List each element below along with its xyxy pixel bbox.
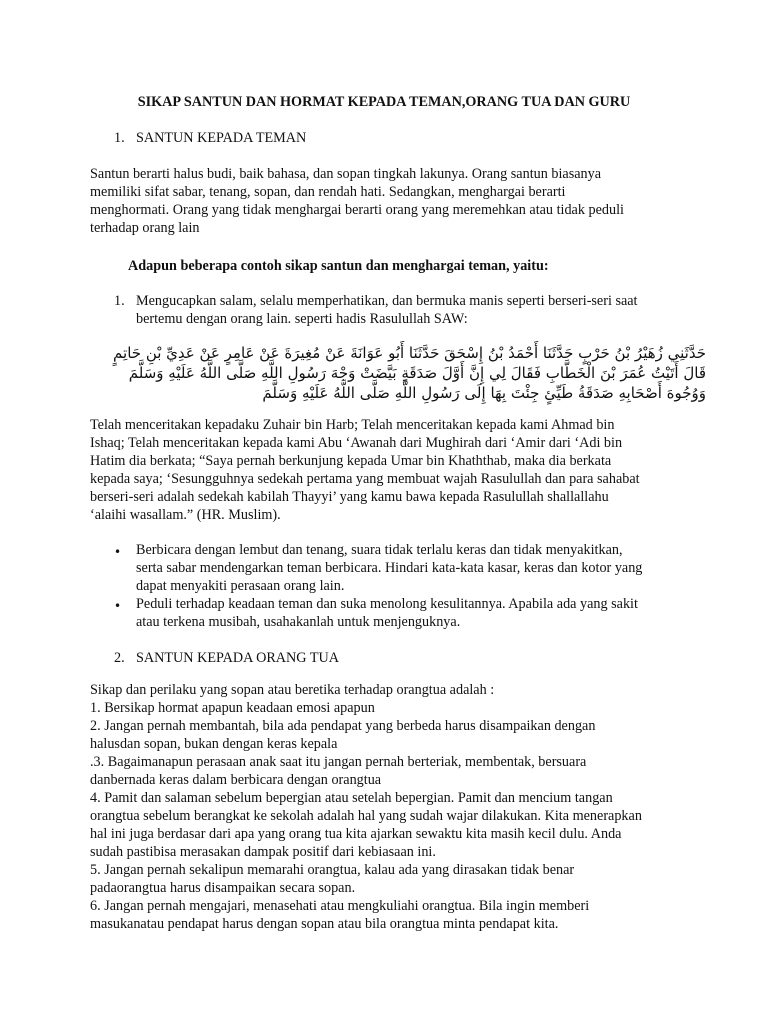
examples-heading: Adapun beberapa contoh sikap santun dan menghargai teman, yaitu: [128, 258, 549, 274]
intro-line: Santun berarti halus budi, baik bahasa, dan sopan tingkah lakunya. Orang santun biasanya [90, 166, 602, 182]
section2-heading: SANTUN KEPADA ORANG TUA [136, 650, 339, 666]
bullet-item [136, 595, 686, 631]
item1-number: 1. [114, 293, 125, 309]
bullet-line: atau terkena musibah, usahakanlah untuk menjenguknya. [136, 614, 461, 630]
item1-line: Mengucapkan salam, selalu memperhatikan, dan bermuka manis seperti berseri-seri saat [136, 293, 638, 309]
section2-line: 2. Jangan pernah membantah, bila ada pendapat yang berbeda harus disampaikan dengan [90, 718, 596, 734]
bullet-item [136, 541, 686, 595]
section2-line: masukanatau pendapat harus dengan sopan atau bila orangtua minta pendapat kita. [90, 916, 559, 932]
intro-line: memiliki sifat sabar, tenang, sopan, dan rendah hati. Sedangkan, menghargai berarti [90, 184, 566, 200]
bullet-line: serta sabar mendengarkan teman berbicara. Hindari kata-kata kasar, keras dan kotor yang [136, 560, 643, 576]
translation-line: ‘alaihi wasallam.” (HR. Muslim). [90, 507, 281, 523]
section2-line: padaorangtua harus disampaikan secara sopan. [90, 880, 356, 896]
arabic-hadith [86, 343, 706, 403]
section2-line: hal ini juga berdasar dari apa yang orang tua kita ajarkan sewaktu kita masih kecil dulu. Anda [90, 826, 622, 842]
section1-heading: SANTUN KEPADA TEMAN [136, 130, 307, 146]
translation-line: Ishaq; Telah menceritakan kepada kami Abu ‘Awanah dari Mughirah dari ‘Amir dari ‘Adi bin [90, 435, 623, 451]
section2-line: halusdan sopan, bukan dengan keras kepala [90, 736, 338, 752]
section2-line: 1. Bersikap hormat apapun keadaan emosi apapun [90, 700, 375, 716]
bullet-line: dapat menyakiti perasaan orang lain. [136, 578, 345, 594]
arabic-line: قَالَ أَتَيْتُ عُمَرَ بْنَ الْخَطَّابِ فَقَالَ لِي إِنَّ أَوَّلَ صَدَقَةٍ بَيَّضَتْ وَجْهَ رَسُولِ اللَّهِ صَلَّى اللَّهُ عَلَيْهِ وَسَلَّمَ [128, 364, 706, 382]
intro-line: terhadap orang lain [90, 220, 200, 236]
item1-line: bertemu dengan orang lain. seperti hadis Rasulullah SAW: [136, 311, 468, 327]
bullet-line: Peduli terhadap keadaan teman dan suka menolong kesulitannya. Apabila ada yang sakit [136, 596, 638, 612]
arabic-line: وَوُجُوهَ أَصْحَابِهِ صَدَقَةُ طَيِّئٍ جِئْتَ بِهَا إِلَى رَسُولِ اللَّهِ صَلَّى اللَّهُ عَلَيْهِ وَسَلَّمَ [262, 384, 706, 402]
section2-line: orangtua sebelum berangkat ke sekolah adalah hal yang sudah wajar dilakukan. Kita menerapkan [90, 808, 642, 824]
section2-line: 5. Jangan pernah sekalipun memarahi orangtua, kalau ada yang dirasakan tidak benar [90, 862, 575, 878]
bullet-line: Berbicara dengan lembut dan tenang, suara tidak terlalu keras dan tidak menyakitkan, [136, 542, 623, 558]
section2-line: .3. Bagaimanapun perasaan anak saat itu jangan pernah berteriak, membentak, bersuara [90, 754, 587, 770]
section2-line: sudah pastibisa merasakan dampak positif dari kebiasaan ini. [90, 844, 436, 860]
document-title: SIKAP SANTUN DAN HORMAT KEPADA TEMAN,ORANG TUA DAN GURU [137, 94, 631, 110]
intro-line: menghormati. Orang yang tidak menghargai berarti orang yang meremehkan atau tidak peduli [90, 202, 624, 218]
hadith-translation [90, 416, 680, 524]
section1-intro [90, 165, 680, 237]
bullet-icon: • [114, 545, 122, 559]
bullet-icon: • [114, 599, 122, 613]
translation-line: Telah menceritakan kepadaku Zuhair bin Harb; Telah menceritakan kepada kami Ahmad bin [90, 417, 615, 433]
item1-text [136, 292, 686, 328]
section2-body [90, 681, 690, 933]
section2-line: Sikap dan perilaku yang sopan atau beretika terhadap orangtua adalah : [90, 682, 495, 698]
section1-number: 1. [114, 130, 125, 146]
section2-line: 4. Pamit dan salaman sebelum bepergian atau setelah bepergian. Pamit dan mencium tangan [90, 790, 613, 806]
section2-number: 2. [114, 650, 125, 666]
arabic-line: حَدَّثَنِي زُهَيْرُ بْنُ حَرْبٍ حَدَّثَنَا أَحْمَدُ بْنُ إِسْحَقَ حَدَّثَنَا أَبُو عَوَانَةَ عَنْ مُغِيرَةَ عَنْ عَامِرٍ عَنْ عَدِيِّ بْنِ حَاتِمٍ [113, 344, 706, 362]
translation-line: Hatim dia berkata; “Saya pernah berkunjung kepada Umar bin Khaththab, maka dia berkata [90, 453, 612, 469]
translation-line: kepada saya; ‘Sesungguhnya sedekah pertama yang membuat wajah Rasulullah dan para sahabat [90, 471, 640, 487]
translation-line: berseri-seri adalah sedekah kabilah Thayyi’ yang kamu bawa kepada Rasulullah shallallahu [90, 489, 609, 505]
section2-line: 6. Jangan pernah mengajari, menasehati atau mengkuliahi orangtua. Bila ingin memberi [90, 898, 590, 914]
section2-line: danbernada keras dalam berbicara dengan orangtua [90, 772, 382, 788]
